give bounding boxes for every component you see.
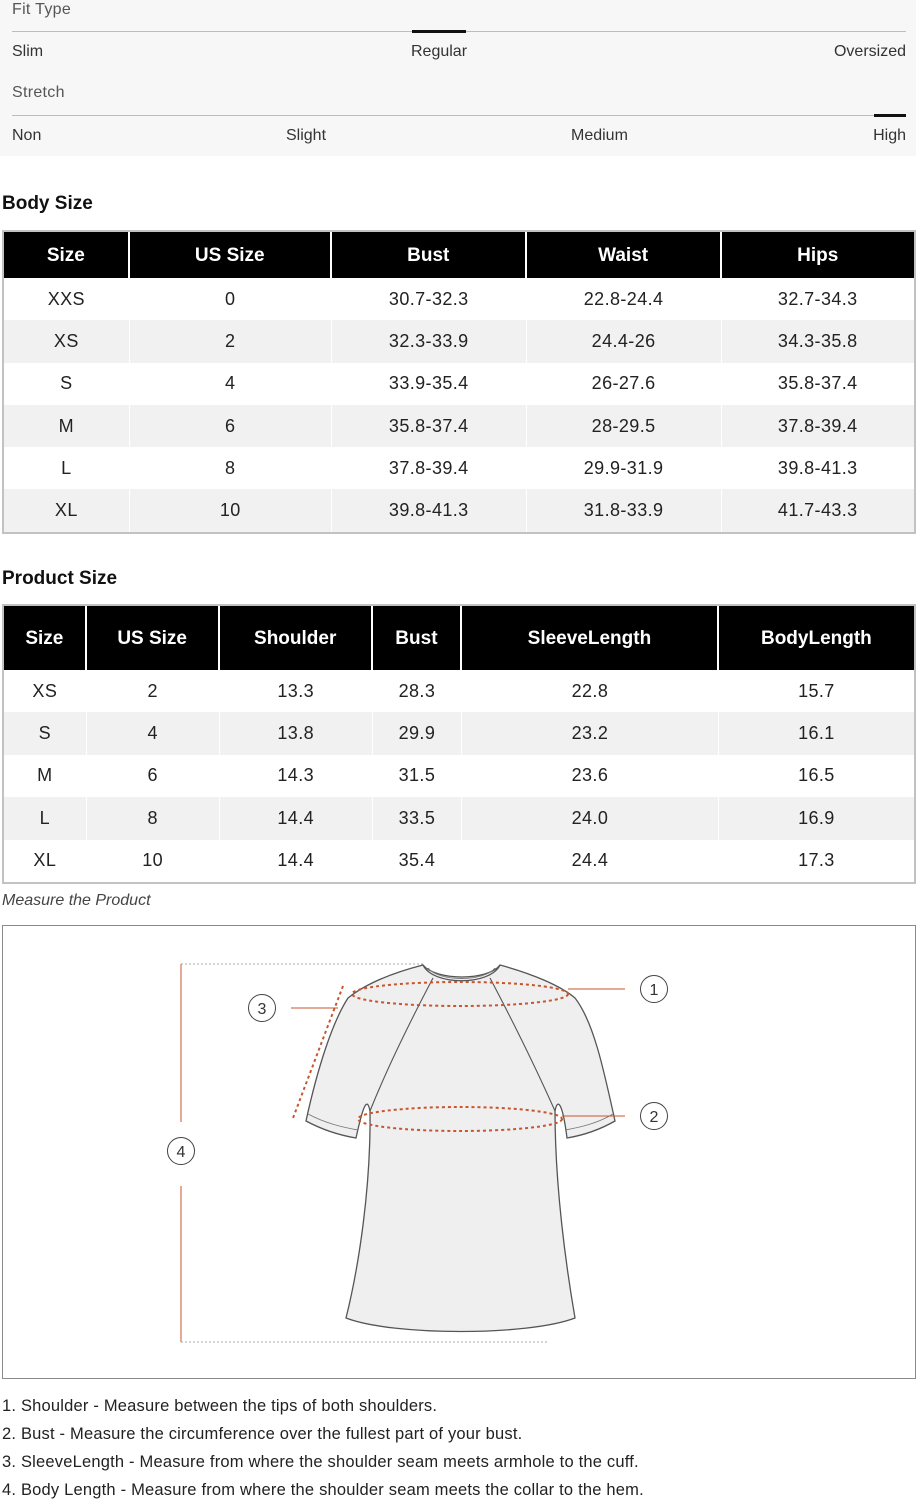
table-cell: L bbox=[4, 797, 87, 839]
instruction-sleeve-length: 3. SleeveLength - Measure from where the shoulder seam meets armhole to the cuff. bbox=[2, 1453, 639, 1471]
marker-2 bbox=[641, 1103, 668, 1130]
table-cell: 37.8-39.4 bbox=[722, 405, 914, 447]
table-cell: 32.7-34.3 bbox=[722, 278, 914, 320]
marker-1 bbox=[641, 976, 668, 1003]
table-cell: 37.8-39.4 bbox=[332, 447, 527, 489]
fit-option-oversized: Oversized bbox=[833, 43, 906, 60]
table-cell: 13.8 bbox=[220, 712, 373, 754]
table-cell: 29.9 bbox=[373, 712, 462, 754]
table-cell: 16.1 bbox=[719, 712, 914, 754]
table-cell: 28-29.5 bbox=[527, 405, 722, 447]
measure-caption: Measure the Product bbox=[2, 892, 151, 909]
table-cell: XL bbox=[4, 489, 130, 531]
stretch-track bbox=[12, 115, 906, 116]
stretch-scale bbox=[12, 83, 906, 153]
table-cell: 16.5 bbox=[719, 755, 914, 797]
fit-option-regular: Regular bbox=[411, 43, 468, 60]
instruction-body-length: 4. Body Length - Measure from where the shoulder seam meets the collar to the hem. bbox=[2, 1481, 644, 1499]
table-row bbox=[4, 405, 914, 447]
fit-stretch-panel bbox=[0, 0, 916, 156]
table-cell: 23.6 bbox=[462, 755, 719, 797]
table-row bbox=[4, 712, 914, 754]
header-bust: Bust bbox=[332, 232, 527, 278]
header-shoulder: Shoulder bbox=[220, 606, 373, 670]
fit-type-selected-marker bbox=[412, 30, 466, 33]
table-cell: 6 bbox=[130, 405, 332, 447]
table-cell: 24.4-26 bbox=[527, 320, 722, 362]
table-cell: 16.9 bbox=[719, 797, 914, 839]
table-cell: 29.9-31.9 bbox=[527, 447, 722, 489]
table-row bbox=[4, 840, 914, 882]
header-us-size: US Size bbox=[130, 232, 332, 278]
table-cell: 14.4 bbox=[220, 797, 373, 839]
table-cell: 10 bbox=[87, 840, 220, 882]
table-cell: M bbox=[4, 405, 130, 447]
table-cell: XL bbox=[4, 840, 87, 882]
table-row bbox=[4, 278, 914, 320]
fit-type-title: Fit Type bbox=[12, 1, 72, 18]
table-row bbox=[4, 447, 914, 489]
stretch-option-high: High bbox=[873, 127, 906, 144]
svg-text:1: 1 bbox=[649, 982, 659, 999]
table-cell: M bbox=[4, 755, 87, 797]
table-cell: 6 bbox=[87, 755, 220, 797]
body-size-table bbox=[2, 230, 916, 534]
table-cell: 4 bbox=[130, 363, 332, 405]
table-header-row bbox=[4, 606, 914, 670]
table-cell: S bbox=[4, 363, 130, 405]
header-bust: Bust bbox=[373, 606, 462, 670]
tshirt-icon bbox=[306, 965, 615, 1332]
table-cell: L bbox=[4, 447, 130, 489]
table-cell: 22.8 bbox=[462, 670, 719, 712]
table-row bbox=[4, 320, 914, 362]
table-cell: XXS bbox=[4, 278, 130, 320]
header-waist: Waist bbox=[527, 232, 722, 278]
table-cell: 30.7-32.3 bbox=[332, 278, 527, 320]
table-cell: 31.8-33.9 bbox=[527, 489, 722, 531]
table-row bbox=[4, 489, 914, 531]
stretch-option-medium: Medium bbox=[571, 127, 628, 144]
table-cell: 33.9-35.4 bbox=[332, 363, 527, 405]
body-size-title: Body Size bbox=[2, 193, 93, 214]
table-cell: 13.3 bbox=[220, 670, 373, 712]
table-cell: 35.8-37.4 bbox=[722, 363, 914, 405]
table-cell: S bbox=[4, 712, 87, 754]
table-cell: 28.3 bbox=[373, 670, 462, 712]
table-cell: 34.3-35.8 bbox=[722, 320, 914, 362]
table-cell: 33.5 bbox=[373, 797, 462, 839]
stretch-title: Stretch bbox=[12, 84, 65, 101]
product-size-table bbox=[2, 604, 916, 884]
table-row bbox=[4, 363, 914, 405]
marker-4 bbox=[168, 1138, 195, 1165]
table-cell: 39.8-41.3 bbox=[722, 447, 914, 489]
table-cell: 10 bbox=[130, 489, 332, 531]
instruction-shoulder: 1. Shoulder - Measure between the tips of both shoulders. bbox=[2, 1397, 438, 1415]
fit-option-slim: Slim bbox=[12, 43, 44, 60]
table-cell: 24.0 bbox=[462, 797, 719, 839]
stretch-option-non: Non bbox=[12, 127, 42, 144]
measure-diagram bbox=[2, 925, 916, 1379]
table-cell: 2 bbox=[87, 670, 220, 712]
table-cell: 24.4 bbox=[462, 840, 719, 882]
table-cell: 39.8-41.3 bbox=[332, 489, 527, 531]
svg-text:4: 4 bbox=[176, 1144, 186, 1161]
table-cell: 32.3-33.9 bbox=[332, 320, 527, 362]
table-cell: 26-27.6 bbox=[527, 363, 722, 405]
table-row bbox=[4, 755, 914, 797]
marker-3 bbox=[249, 995, 276, 1022]
table-row bbox=[4, 670, 914, 712]
table-cell: 8 bbox=[130, 447, 332, 489]
table-cell: 23.2 bbox=[462, 712, 719, 754]
table-cell: XS bbox=[4, 320, 130, 362]
table-cell: 4 bbox=[87, 712, 220, 754]
header-sleeve-length: SleeveLength bbox=[462, 606, 719, 670]
header-size: Size bbox=[4, 606, 87, 670]
stretch-selected-marker bbox=[874, 114, 906, 117]
instruction-bust: 2. Bust - Measure the circumference over the fullest part of your bust. bbox=[2, 1425, 523, 1443]
table-cell: XS bbox=[4, 670, 87, 712]
table-cell: 0 bbox=[130, 278, 332, 320]
table-cell: 2 bbox=[130, 320, 332, 362]
svg-text:2: 2 bbox=[649, 1109, 659, 1126]
table-cell: 35.8-37.4 bbox=[332, 405, 527, 447]
table-row bbox=[4, 797, 914, 839]
table-cell: 22.8-24.4 bbox=[527, 278, 722, 320]
table-cell: 41.7-43.3 bbox=[722, 489, 914, 531]
header-body-length: BodyLength bbox=[719, 606, 914, 670]
table-cell: 8 bbox=[87, 797, 220, 839]
table-cell: 17.3 bbox=[719, 840, 914, 882]
fit-type-scale bbox=[12, 0, 906, 70]
svg-text:3: 3 bbox=[257, 1001, 267, 1018]
table-header-row bbox=[4, 232, 914, 278]
table-cell: 35.4 bbox=[373, 840, 462, 882]
table-cell: 14.3 bbox=[220, 755, 373, 797]
header-hips: Hips bbox=[722, 232, 914, 278]
header-us-size: US Size bbox=[87, 606, 220, 670]
tshirt-diagram-svg bbox=[3, 926, 917, 1380]
product-size-title: Product Size bbox=[2, 568, 118, 589]
measure-instructions bbox=[2, 1392, 644, 1500]
table-cell: 14.4 bbox=[220, 840, 373, 882]
table-cell: 15.7 bbox=[719, 670, 914, 712]
header-size: Size bbox=[4, 232, 130, 278]
table-cell: 31.5 bbox=[373, 755, 462, 797]
stretch-option-slight: Slight bbox=[286, 127, 327, 144]
